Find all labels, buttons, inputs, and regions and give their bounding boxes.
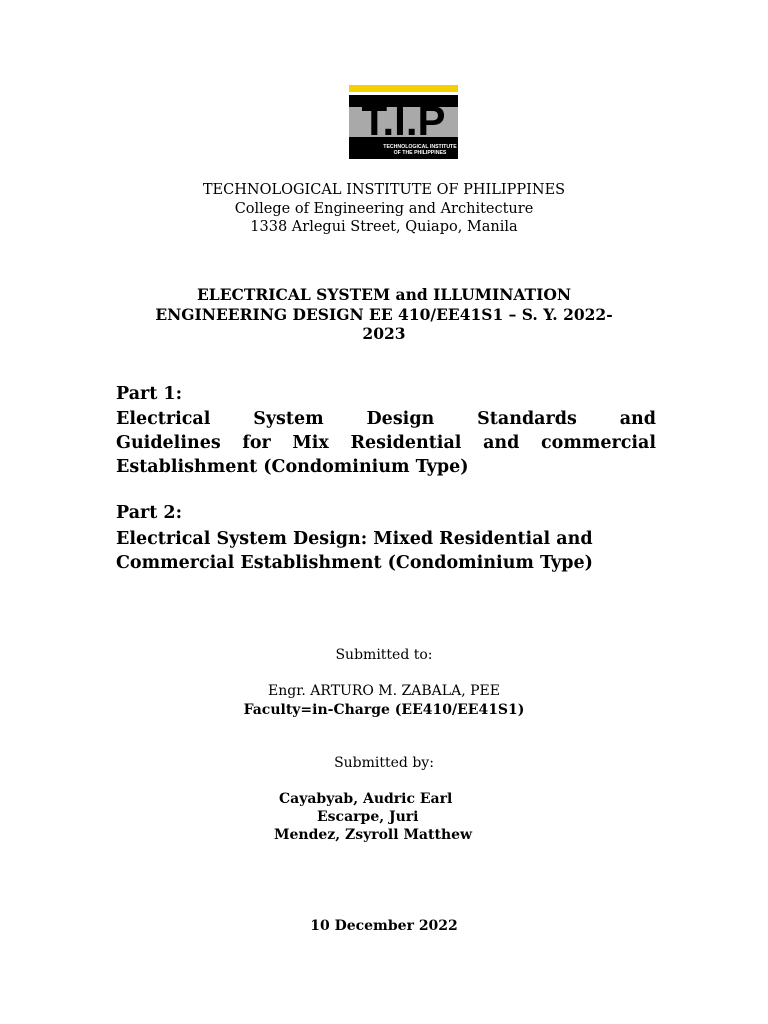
course-title-line-3: 2023 — [362, 324, 406, 343]
part2-title-line-1: Electrical System Design: Mixed Residential and — [116, 529, 593, 549]
course-title-line-1: ELECTRICAL SYSTEM and ILLUMINATION — [196, 285, 571, 304]
logo-subtitle-1: TECHNOLOGICAL INSTITUTE — [383, 144, 457, 150]
course-title-line-2: ENGINEERING DESIGN EE 410/EE41S1 – S. Y. 2022- — [155, 305, 613, 324]
submission-date: 10 December 2022 — [310, 918, 458, 934]
submitted-to-label: Submitted to: — [335, 647, 433, 663]
part1-title-line-2: Guidelines for Mix Residential and commercial — [116, 433, 656, 453]
logo-subtitle-2: OF THE PHILIPPINES — [393, 150, 447, 156]
institution-address: 1338 Arlegui Street, Quiapo, Manila — [250, 219, 518, 235]
submitted-by-label: Submitted by: — [334, 755, 434, 771]
part1-title-line-1: Electrical System Design Standards and — [116, 409, 656, 429]
college-name: College of Engineering and Architecture — [234, 201, 534, 217]
part1-title-line-3: Establishment (Condominium Type) — [116, 457, 469, 477]
author-name: Mendez, Zsyroll Matthew — [274, 827, 473, 843]
logo-yellow-band — [349, 85, 458, 92]
logo-letters: T.I.P — [361, 97, 446, 144]
institution-name: TECHNOLOGICAL INSTITUTE OF PHILIPPINES — [202, 182, 566, 198]
author-name: Escarpe, Juri — [317, 809, 419, 825]
tip-logo — [349, 85, 458, 159]
part1-heading: Part 1: — [116, 384, 183, 404]
adviser-name: Engr. ARTURO M. ZABALA, PEE — [268, 683, 500, 699]
part2-title-line-2: Commercial Establishment (Condominium Type) — [116, 553, 593, 573]
author-name: Cayabyab, Audric Earl — [279, 791, 453, 807]
adviser-role: Faculty=in-Charge (EE410/EE41S1) — [243, 702, 525, 718]
part2-heading: Part 2: — [116, 503, 183, 523]
